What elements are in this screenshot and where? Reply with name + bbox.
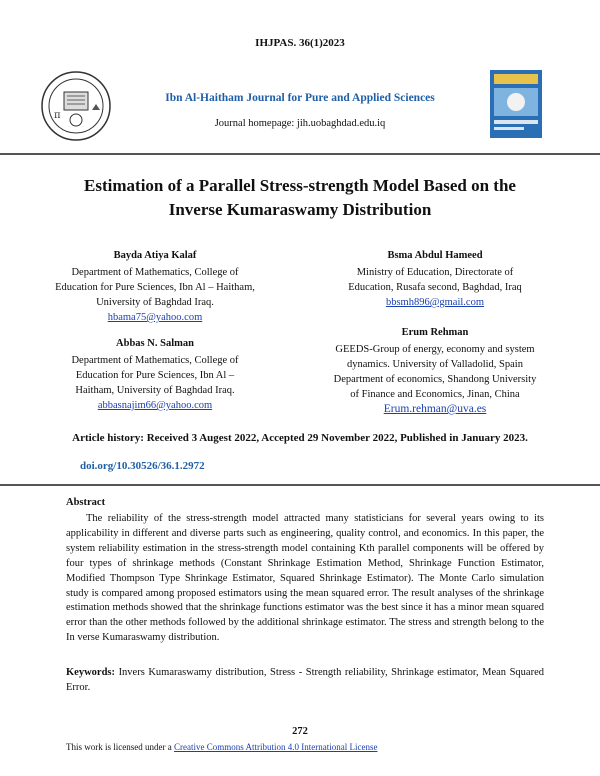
affiliation-line: Haitham, University of Baghdad Iraq.	[75, 385, 235, 396]
abstract-heading: Abstract	[66, 497, 106, 508]
affiliation-line: Ministry of Education, Directorate of	[356, 267, 514, 278]
author-name: Abbas N. Salman	[116, 338, 194, 349]
affiliation-line: dynamics. University of Valladolid, Spain	[347, 359, 523, 370]
license-prefix: This work is licensed under a	[66, 742, 174, 752]
university-logo	[40, 70, 112, 142]
journal-homepage: Journal homepage: jih.uobaghdad.edu.iq	[214, 118, 386, 129]
author-block-1	[40, 250, 270, 325]
author-block-4	[300, 327, 570, 417]
affiliation-line: University of Baghdad Iraq.	[96, 297, 214, 308]
journal-name: Ibn Al-Haitham Journal for Pure and Applied Sciences	[165, 92, 435, 104]
doi-link[interactable]: doi.org/10.30526/36.1.2972	[80, 460, 205, 472]
abstract-body	[66, 512, 544, 646]
author-email-link[interactable]: abbasnajim66@yahoo.com	[97, 400, 213, 411]
title-line-2: Inverse Kumaraswamy Distribution	[168, 200, 432, 219]
affiliation-line: Education for Pure Sciences, Ibn Al – Haitham,	[55, 282, 255, 293]
paper-title	[60, 174, 540, 222]
journal-cover-thumbnail	[490, 70, 542, 138]
license-link[interactable]: Creative Commons Attribution 4.0 International License	[173, 742, 378, 752]
affiliation-line: of Finance and Economics, Jinan, China	[350, 389, 520, 400]
author-email-link[interactable]: Erum.rehman@uva.es	[383, 403, 487, 415]
author-affiliation	[40, 265, 270, 325]
author-email-link[interactable]: bbsmh896@gmail.com	[385, 297, 485, 308]
journal-cover-icon	[490, 70, 542, 138]
author-name: Bsma Abdul Hameed	[387, 250, 483, 261]
author-name: Erum Rehman	[401, 327, 469, 338]
affiliation-line: Department of Mathematics, College of	[71, 355, 239, 366]
journal-id: IHJPAS. 36(1)2023	[255, 37, 345, 49]
author-affiliation	[300, 342, 570, 417]
header-rule	[0, 153, 600, 155]
license-notice	[66, 742, 377, 752]
keywords-text: Invers Kumaraswamy distribution, Stress - Strength reliability, Shrinkage estimator, Mean Squared Error.	[66, 667, 545, 693]
logo-emblem-icon	[40, 70, 112, 142]
affiliation-line: GEEDS-Group of energy, economy and system	[335, 344, 535, 355]
article-history: Article history: Received 3 Augest 2022, Accepted 29 November 2022, Published in January 2023.	[72, 432, 528, 444]
abstract-text: The reliability of the stress-strength model attracted many statisticians for several years owing to its applicability in different and diverse parts such as engineering, quality control, and economics. In this paper, the system reliability estimation in the stress-strength model containing Kth parallel components will be offered by four types of shrinkage methods (Constant Shrinkage Estimation Method, Shrinkage Function Estimator, Modified Thompson Type Shrinkage Estimator, Squared Shrinkage Estimator). The Monte Carlo simulation study is compared among proposed estimators using the mean squared error. The result analyses of the shrinkage estimation methods showed that the shrinkage functions estimator was the best since it has a minor mean squared error than the other methods followed by the additional shrinkage estimator. The stress and strength belong to the In verse Kumaraswamy distribution.	[66, 513, 544, 644]
page-number: 272	[292, 726, 308, 737]
author-email-link[interactable]: hbama75@yahoo.com	[107, 312, 203, 323]
abstract-rule	[0, 484, 600, 486]
author-block-2	[320, 250, 550, 310]
svg-text:π: π	[54, 110, 61, 121]
author-block-3	[40, 338, 270, 413]
author-affiliation	[320, 265, 550, 310]
affiliation-line: Education for Pure Sciences, Ibn Al –	[75, 370, 235, 381]
keywords-label: Keywords:	[66, 667, 115, 678]
affiliation-line: Education, Rusafa second, Baghdad, Iraq	[348, 282, 522, 293]
title-line-1: Estimation of a Parallel Stress-strength Model Based on the	[84, 176, 516, 195]
affiliation-line: Department of economics, Shandong University	[333, 374, 537, 385]
author-name: Bayda Atiya Kalaf	[113, 250, 197, 261]
author-affiliation	[40, 353, 270, 413]
affiliation-line: Department of Mathematics, College of	[71, 267, 239, 278]
keywords	[66, 666, 544, 696]
